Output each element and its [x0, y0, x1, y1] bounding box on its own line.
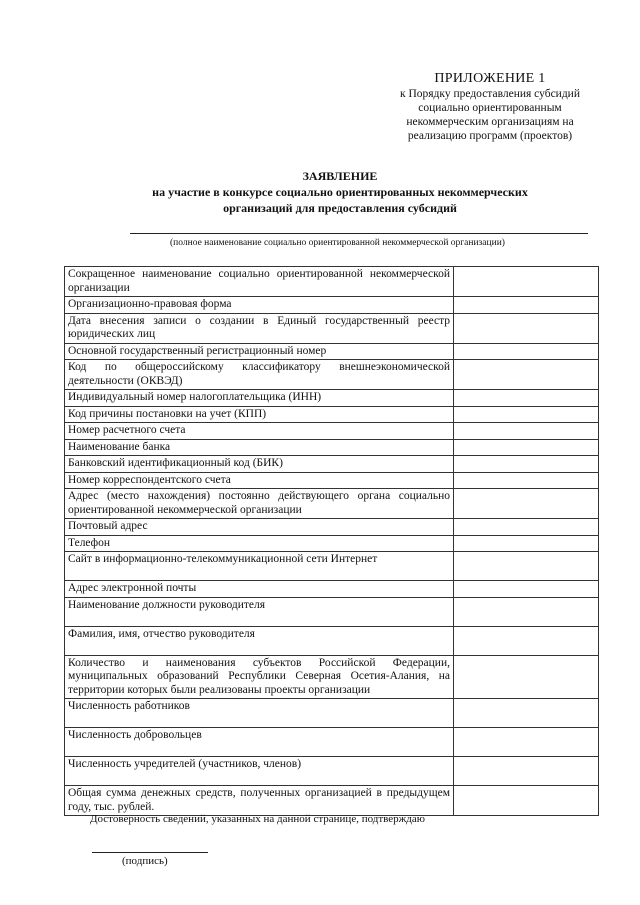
field-label: Дата внесения записи о создании в Единый государственный реестр юридических лиц [65, 313, 454, 343]
table-row [65, 519, 599, 536]
table-row [65, 267, 599, 297]
table-row [65, 786, 599, 816]
field-label: Почтовый адрес [65, 519, 454, 536]
field-value-cell[interactable] [454, 267, 599, 297]
table-row [65, 655, 599, 699]
field-value-cell[interactable] [454, 489, 599, 519]
field-value-cell[interactable] [454, 472, 599, 489]
table-row [65, 757, 599, 786]
field-value-cell[interactable] [454, 699, 599, 728]
table-row [65, 699, 599, 728]
field-label: Организационно-правовая форма [65, 297, 454, 314]
table-row [65, 597, 599, 626]
field-label: Код по общероссийскому классификатору внешнеэкономической деятельности (ОКВЭД) [65, 360, 454, 390]
title-line: на участие в конкурсе социально ориентированных некоммерческих [152, 185, 528, 199]
field-value-cell[interactable] [454, 313, 599, 343]
field-label: Фамилия, имя, отчество руководителя [65, 626, 454, 655]
table-row [65, 489, 599, 519]
field-value-cell[interactable] [454, 786, 599, 816]
field-label: Адрес электронной почты [65, 581, 454, 598]
table-row [65, 297, 599, 314]
field-value-cell[interactable] [454, 728, 599, 757]
field-label: Номер корреспондентского счета [65, 472, 454, 489]
table-row [65, 581, 599, 598]
field-label: Численность работников [65, 699, 454, 728]
field-value-cell[interactable] [454, 757, 599, 786]
table-row [65, 728, 599, 757]
signature-field[interactable] [92, 852, 208, 853]
signature-caption: (подпись) [122, 855, 168, 867]
appendix-line: к Порядку предоставления субсидий [400, 88, 580, 100]
field-value-cell[interactable] [454, 535, 599, 552]
field-value-cell[interactable] [454, 343, 599, 360]
field-label: Общая сумма денежных средств, полученных организацией в предыдущем году, тыс. рублей. [65, 786, 454, 816]
org-name-caption: (полное наименование социально ориентированной некоммерческой организации) [170, 238, 505, 248]
field-value-cell[interactable] [454, 597, 599, 626]
appendix-line: некоммерческим организациям на [406, 116, 574, 128]
field-value-cell[interactable] [454, 360, 599, 390]
table-row [65, 439, 599, 456]
table-row [65, 423, 599, 440]
table-row [65, 360, 599, 390]
field-label: Код причины постановки на учет (КПП) [65, 406, 454, 423]
field-label: Наименование банка [65, 439, 454, 456]
appendix-line: реализацию программ (проектов) [407, 130, 573, 142]
table-row [65, 626, 599, 655]
field-value-cell[interactable] [454, 519, 599, 536]
field-value-cell[interactable] [454, 552, 599, 581]
title-main: ЗАЯВЛЕНИЕ [302, 169, 378, 183]
org-name-field[interactable] [130, 233, 588, 234]
field-label: Основной государственный регистрационный номер [65, 343, 454, 360]
field-label: Телефон [65, 535, 454, 552]
field-label: Номер расчетного счета [65, 423, 454, 440]
table-row [65, 406, 599, 423]
title-line: организаций для предоставления субсидий [223, 201, 457, 215]
confirmation-text: Достоверность сведений, указанных на данной странице, подтверждаю [90, 813, 425, 825]
field-value-cell[interactable] [454, 406, 599, 423]
table-row [65, 390, 599, 407]
document-title [60, 168, 620, 216]
organization-info-table [64, 266, 599, 816]
table-row [65, 313, 599, 343]
field-value-cell[interactable] [454, 655, 599, 699]
table-row [65, 535, 599, 552]
field-label: Численность добровольцев [65, 728, 454, 757]
field-label: Сокращенное наименование социально ориентированной некоммерческой организации [65, 267, 454, 297]
field-value-cell[interactable] [454, 456, 599, 473]
field-value-cell[interactable] [454, 439, 599, 456]
field-value-cell[interactable] [454, 581, 599, 598]
table-row [65, 472, 599, 489]
field-label: Индивидуальный номер налогоплательщика (ИНН) [65, 390, 454, 407]
table-row [65, 456, 599, 473]
table-row [65, 343, 599, 360]
table-row [65, 552, 599, 581]
field-value-cell[interactable] [454, 423, 599, 440]
field-label: Адрес (место нахождения) постоянно действующего органа социально ориентированной некоммерческой организации [65, 489, 454, 519]
field-label: Банковский идентификационный код (БИК) [65, 456, 454, 473]
appendix-line: социально ориентированным [418, 102, 562, 114]
field-value-cell[interactable] [454, 390, 599, 407]
field-value-cell[interactable] [454, 626, 599, 655]
field-label: Наименование должности руководителя [65, 597, 454, 626]
field-label: Численность учредителей (участников, членов) [65, 757, 454, 786]
appendix-heading: ПРИЛОЖЕНИЕ 1 [434, 71, 546, 86]
field-label: Сайт в информационно-телекоммуникационной сети Интернет [65, 552, 454, 581]
field-label: Количество и наименования субъектов Российской Федерации, муниципальных образований Республики Северная Осетия-Алания, на территории которых были реализованы проекты организации [65, 655, 454, 699]
appendix-block [372, 70, 608, 143]
field-value-cell[interactable] [454, 297, 599, 314]
